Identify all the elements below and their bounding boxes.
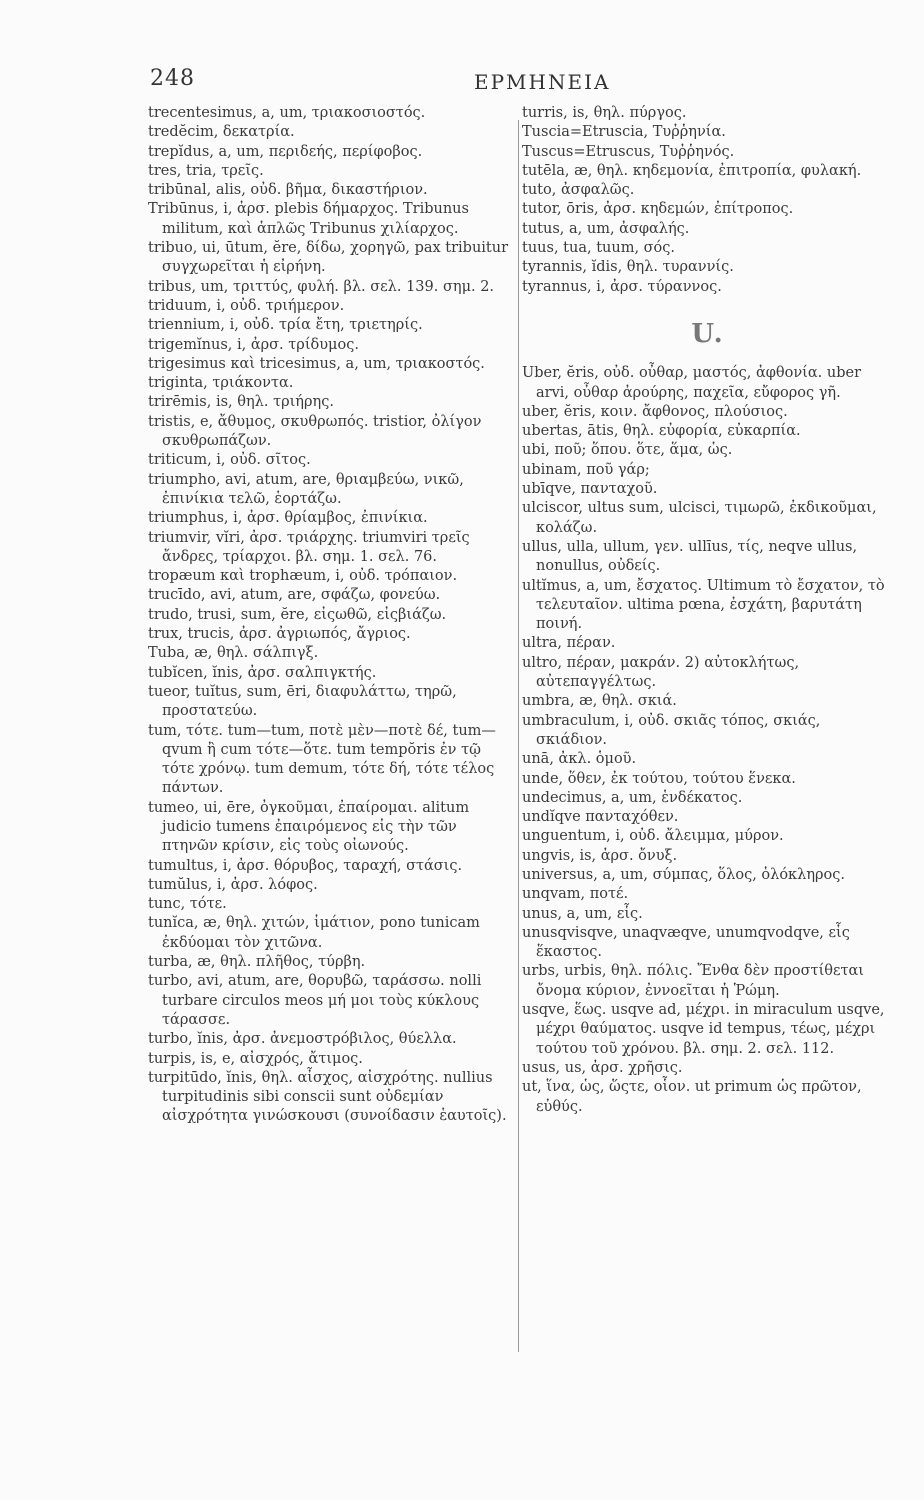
dictionary-entry: trux, trucis, ἀρσ. ἀγριωπός, ἄγριος. (148, 626, 411, 643)
dictionary-entry: tredĕcim, δεκατρία. (148, 124, 295, 141)
dictionary-entry: triennium, i, οὐδ. τρία ἔτη, τριετηρίς. (148, 317, 423, 334)
dictionary-entry: turba, æ, θηλ. πλῆθος, τύρβη. (148, 954, 366, 971)
dictionary-entry: urbs, urbis, θηλ. πόλις. Ἔνθα δὲν προστίθεται ὄνομα κύριον, ἐννοεῖται ἡ Ῥώμη. (522, 963, 864, 999)
dictionary-entry: tum, τότε. tum—tum, ποτὲ μὲν—ποτὲ δέ, tum—qvum ἢ cum τότε—ὅτε. tum tempŏris ἐν τῷ τότε χρόνῳ. tum demum, τότε δή, τότε τέλος πάντων. (148, 722, 496, 797)
dictionary-entry: Tuba, æ, θηλ. σάλπιγξ. (148, 645, 319, 662)
dictionary-entry: ubertas, ātis, θηλ. εὐφορία, εὐκαρπία. (522, 423, 801, 440)
dictionary-entry: ubinam, ποῦ γάρ; (522, 461, 650, 478)
dictionary-entry: unde, ὅθεν, ἐκ τούτου, τούτου ἕνεκα. (522, 770, 796, 787)
dictionary-entry: ullus, ulla, ullum, γεν. ullīus, τίς, neqve ullus, nonullus, οὐδείς. (522, 538, 858, 575)
dictionary-entry: unqvam, ποτέ. (522, 886, 629, 903)
dictionary-entry: triumvir, vĭri, ἀρσ. τριάρχης. triumviri τρεῖς ἄνδρες, τρίαρχοι. βλ. σημ. 1. σελ. 76. (148, 529, 470, 565)
dictionary-entry: umbraculum, i, οὐδ. σκιᾶς τόπος, σκιάς, σκιάδιον. (522, 712, 821, 748)
dictionary-entry: tutor, ōris, ἀρσ. κηδεμών, ἐπίτροπος. (522, 201, 794, 218)
dictionary-entry: turpitūdo, ĭnis, θηλ. αἶσχος, αἰσχρότης. nullius turpitudinis sibi conscii sunt οὐδεμίαν αἰσχρότητα γινώσκουσι (συνοίδασιν ἑαυτοῖς). (148, 1069, 507, 1125)
left-column (148, 104, 514, 1127)
dictionary-entry: trigesimus καὶ tricesimus, a, um, τριακοστός. (148, 355, 485, 372)
running-head: ΕΡΜΗΝΕΙΑ (474, 70, 611, 94)
dictionary-entry: unguentum, i, οὐδ. ἄλειμμα, μύρον. (522, 828, 784, 845)
column-divider (518, 120, 519, 1352)
dictionary-entry: umbra, æ, θηλ. σκιά. (522, 693, 677, 710)
dictionary-entry: tunc, τότε. (148, 896, 227, 913)
dictionary-entry: tyrannis, ĭdis, θηλ. τυραννίς. (522, 259, 734, 276)
dictionary-entry: tumeo, ui, ēre, ὀγκοῦμαι, ἐπαίρομαι. alitum judicio tumens ἐπαιρόμενος εἰς τὴν τῶν πτηνῶν κρίσιν, εἰς τοὺς οἰωνούς. (148, 799, 470, 855)
dictionary-entry: tres, tria, τρεῖς. (148, 162, 264, 179)
dictionary-entry: undĭqve πανταχόθεν. (522, 809, 679, 826)
dictionary-entry: turris, is, θηλ. πύργος. (522, 105, 687, 121)
page-number: 248 (150, 66, 195, 91)
dictionary-entry: Tuscus=Etruscus, Τυῤῥηνός. (522, 143, 735, 160)
dictionary-entry: trecentesimus, a, um, τριακοσιοστός. (148, 105, 426, 121)
dictionary-entry: tubĭcen, ĭnis, ἀρσ. σαλπιγκτής. (148, 664, 377, 681)
dictionary-entry: triticum, i, οὐδ. σῖτος. (148, 452, 311, 469)
dictionary-entry: tuus, tua, tuum, σός. (522, 240, 676, 257)
dictionary-entry: tristis, e, ἄθυμος, σκυθρωπός. tristior, ὀλίγον σκυθρωπάζων. (148, 413, 482, 450)
dictionary-entry: ubi, ποῦ; ὅπου. ὅτε, ἅμα, ὡς. (522, 442, 733, 459)
letter-heading: U. (691, 318, 725, 349)
dictionary-entry: universus, a, um, σύμπας, ὅλος, ὁλόκληρος. (522, 866, 845, 883)
dictionary-entry: undecimus, a, um, ἑνδέκατος. (522, 789, 743, 806)
dictionary-entry: Tuscia=Etruscia, Τυῤῥηνία. (522, 124, 726, 141)
dictionary-entry: ultra, πέραν. (522, 635, 616, 652)
dictionary-entry: ulciscor, ultus sum, ulcisci, τιμωρῶ, ἐκδικοῦμαι, κολάζω. (522, 500, 877, 536)
dictionary-entry: tueor, tuĭtus, sum, ēri, διαφυλάττω, τηρῶ, προστατεύω. (148, 683, 457, 720)
dictionary-entry: tutēla, æ, θηλ. κηδεμονία, ἐπιτροπία, φυλακή. (522, 162, 862, 179)
dictionary-entry: usus, us, ἀρσ. χρῆσις. (522, 1059, 683, 1076)
dictionary-entry: turbo, avi, atum, are, θορυβῶ, ταράσσω. nolli turbare circulos meos μή μοι τοὺς κύκλους τάρασσε. (148, 973, 482, 1028)
dictionary-entry: unusqvisqve, unaqvæqve, unumqvodqve, εἷς ἕκαστος. (522, 924, 850, 961)
dictionary-entry: ultro, πέραν, μακράν. 2) αὐτοκλήτως, αὐτεπαγγέλτως. (522, 654, 800, 691)
dictionary-entry: triginta, τριάκοντα. (148, 375, 294, 392)
dictionary-entry: tunĭca, æ, θηλ. χιτών, ἱμάτιον, pono tunicam ἐκδύομαι τὸν χιτῶνα. (148, 915, 480, 951)
dictionary-entry: tribūnal, alis, οὐδ. βῆμα, δικαστήριον. (148, 182, 428, 199)
dictionary-entry: tumultus, i, ἀρσ. θόρυβος, ταραχή, στάσις. (148, 857, 463, 874)
dictionary-entry: usqve, ἕως. usqve ad, μέχρι. in miraculum usqve, μέχρι θαύματος. usqve id tempus, τέως, μέχρι τούτου τοῦ χρόνου. βλ. σημ. 2. σελ. 112. (522, 1002, 885, 1057)
dictionary-entry: trudo, trusi, sum, ĕre, εἰςωθῶ, εἰςβιάζω. (148, 606, 447, 623)
dictionary-entry: Tribūnus, i, ἀρσ. plebis δήμαρχος. Tribunus militum, καὶ ἁπλῶς Tribunus χιλίαρχος. (148, 201, 469, 237)
dictionary-entry: triumphus, i, ἀρσ. θρίαμβος, ἐπινίκια. (148, 510, 428, 527)
dictionary-entry: tumŭlus, i, ἀρσ. λόφος. (148, 876, 318, 893)
dictionary-entry: triduum, i, οὐδ. τριήμερον. (148, 297, 345, 314)
dictionary-entry: uber, ĕris, κοιν. ἄφθονος, πλούσιος. (522, 403, 788, 420)
dictionary-entry: ubīqve, πανταχοῦ. (522, 481, 658, 498)
dictionary-entry: tutus, a, um, ἀσφαλής. (522, 220, 690, 237)
dictionary-entry: Uber, ĕris, οὐδ. οὖθαρ, μαστός, ἀφθονία. uber arvi, οὖθαρ ἀρούρης, παχεῖα, εὔφορος γῆ. (522, 365, 862, 401)
dictionary-entry: trepĭdus, a, um, περιδεής, περίφοβος. (148, 143, 423, 160)
dictionary-entry: trucīdo, avi, atum, are, σφάζω, φονεύω. (148, 587, 441, 604)
right-column (522, 104, 894, 1117)
dictionary-entry: unus, a, um, εἷς. (522, 905, 643, 922)
dictionary-entry: tyrannus, i, ἀρσ. τύραννος. (522, 278, 722, 295)
dictionary-entry: tropæum καὶ trophæum, i, οὐδ. τρόπαιον. (148, 568, 458, 585)
dictionary-entry: tribuo, ui, ūtum, ĕre, δίδω, χορηγῶ, pax tribuitur συγχωρεῖται ἡ εἰρήνη. (148, 240, 509, 276)
dictionary-entry: tuto, ἀσφαλῶς. (522, 182, 635, 199)
dictionary-entry: triumpho, avi, atum, are, θριαμβεύω, νικῶ, ἐπινίκια τελῶ, ἑορτάζω. (148, 471, 464, 507)
dictionary-entry: ultĭmus, a, um, ἔσχατος. Ultimum τὸ ἔσχατον, τὸ τελευταῖον. ultima pœna, ἐσχάτη, βαρυτάτη ποινή. (522, 577, 885, 633)
dictionary-entry: turbo, ĭnis, ἀρσ. ἀνεμοστρόβιλος, θύελλα. (148, 1031, 457, 1048)
dictionary-entry: ut, ἵνα, ὡς, ὥςτε, οἷον. ut primum ὡς πρῶτον, εὐθύς. (522, 1079, 862, 1115)
dictionary-entry: trirēmis, is, θηλ. τριήρης. (148, 394, 334, 411)
dictionary-entry: tribus, um, τριττύς, φυλή. βλ. σελ. 139. σημ. 2. (148, 278, 495, 295)
dictionary-entry: ungvis, is, ἀρσ. ὄνυξ. (522, 847, 678, 864)
dictionary-entry: turpis, is, e, αἰσχρός, ἄτιμος. (148, 1050, 363, 1067)
dictionary-entry: trigemĭnus, i, ἀρσ. τρίδυμος. (148, 336, 359, 353)
dictionary-entry: unā, ἀκλ. ὁμοῦ. (522, 751, 637, 768)
